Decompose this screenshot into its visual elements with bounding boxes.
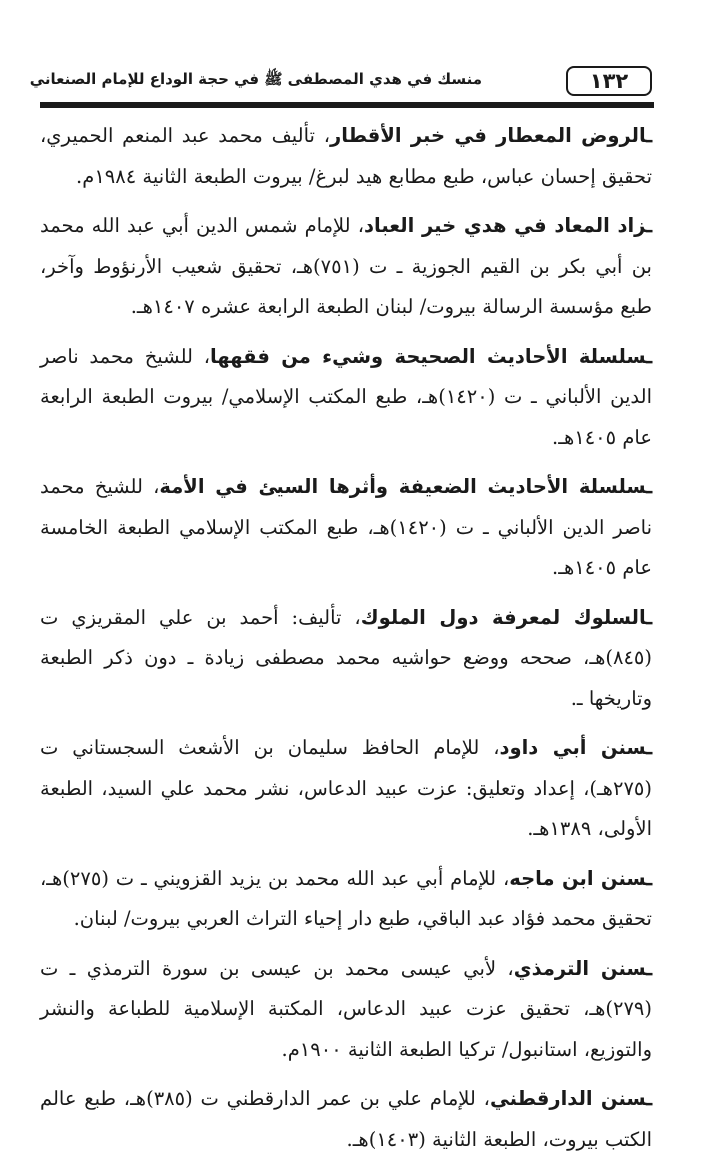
entry-text: ، للشيخ محمد ناصر الدين الألباني ـ ت (١٤٢٠)هـ، طبع المكتب الإسلامي الطبعة الخامسة عام ١٤٠٥هـ. (40, 475, 652, 579)
entry-title: سنن الترمذي (513, 956, 647, 980)
list-item: ـسنن أبي داود، للإمام الحافظ سليمان بن الأشعث السجستاني ت (٢٧٥هـ)، إعداد وتعليق: عزت عبيد الدعاس، نشر محمد علي السيد، الطبعة الأولى، ١٣٨٩هـ. (40, 736, 652, 840)
list-item: ـسلسلة الأحاديث الضعيفة وأثرها السيئ في الأمة، للشيخ محمد ناصر الدين الألباني ـ ت (١٤٢٠)هـ، طبع المكتب الإسلامي الطبعة الخامسة عام ١٤٠٥هـ. (40, 475, 652, 579)
page-header (29, 66, 652, 100)
list-item: ـسنن الترمذي، لأبي عيسى محمد بن عيسى بن سورة الترمذي ـ ت (٢٧٩)هـ، تحقيق عزت عبيد الدعاس، المكتبة الإسلامية للطباعة والنشر والتوزيع، استانبول/ تركيا الطبعة الثانية ١٩٠٠م. (40, 956, 652, 1061)
entry-title: السلوك لمعرفة دول الملوك (360, 605, 647, 629)
entry-text: ، لأبي عيسى محمد بن عيسى بن سورة الترمذي ـ ت (٢٧٩)هـ، تحقيق عزت عبيد الدعاس، المكتبة الإسلامية للطباعة والنشر والتوزيع، استانبول/ تركيا الطبعة الثانية ١٩٠٠م. (40, 956, 652, 1061)
entry-title: سنن الدارقطني (489, 1087, 647, 1110)
entry-title: الروض المعطار في خبر الأقطار (330, 124, 647, 147)
entry-text: ، للإمام شمس الدين أبي عبد الله محمد بن أبي بكر بن القيم الجوزية ـ ت (٧٥١)هـ، تحقيق شعيب الأرنؤوط وآخر، طبع مؤسسة الرسالة بيروت/ لبنان الطبعة الرابعة عشره ١٤٠٧هـ. (40, 214, 652, 318)
list-item: ـالروض المعطار في خبر الأقطار، تأليف محمد عبد المنعم الحميري، تحقيق إحسان عباس، طبع مطابع هيد لبرغ/ بيروت الطبعة الثانية ١٩٨٤م. (40, 124, 652, 188)
header-rule (40, 102, 654, 108)
list-item: ـسلسلة الأحاديث الصحيحة وشيء من فقهها، للشيخ محمد ناصر الدين الألباني ـ ت (١٤٢٠)هـ، طبع المكتب الإسلامي/ بيروت الطبعة الرابعة عام ١٤٠٥هـ. (40, 344, 653, 449)
entry-text: ، تأليف محمد عبد المنعم الحميري، تحقيق إحسان عباس، طبع مطابع هيد لبرغ/ بيروت الطبعة الثانية ١٩٨٤م. (40, 124, 652, 188)
entry-text: ، للإمام علي بن عمر الدارقطني ت (٣٨٥)هـ، طبع عالم الكتب بيروت، الطبعة الثانية (١٤٠٣)هـ. (40, 1087, 652, 1151)
running-title: منسك في هدي المصطفى ﷺ في حجة الوداع للإمام الصنعاني (29, 70, 482, 88)
entry-title: سلسلة الأحاديث الضعيفة وأثرها السيئ في الأمة (159, 475, 647, 498)
entry-text: ، للإمام أبي عبد الله محمد بن يزيد القزويني ـ ت (٢٧٥)هـ، تحقيق محمد فؤاد عبد الباقي، طبع دار إحياء التراث العربي بيروت/ لبنان. (40, 866, 652, 930)
page-number: ١٣٢ (566, 66, 652, 96)
entry-title: سلسلة الأحاديث الصحيحة وشيء من فقهها (210, 344, 647, 368)
list-item: ـزاد المعاد في هدي خير العباد، للإمام شمس الدين أبي عبد الله محمد بن أبي بكر بن القيم الجوزية ـ ت (٧٥١)هـ، تحقيق شعيب الأرنؤوط وآخر، طبع مؤسسة الرسالة بيروت/ لبنان الطبعة الرابعة عشره ١٤٠٧هـ. (40, 214, 652, 318)
entry-text: ، للشيخ محمد ناصر الدين الألباني ـ ت (١٤٢٠)هـ، طبع المكتب الإسلامي/ بيروت الطبعة الرابعة عام ١٤٠٥هـ. (40, 344, 653, 449)
entry-title: سنن ابن ماجه (509, 866, 647, 890)
list-item: ـسنن الدارقطني، للإمام علي بن عمر الدارقطني ت (٣٨٥)هـ، طبع عالم الكتب بيروت، الطبعة الثانية (١٤٠٣)هـ. (40, 1087, 652, 1151)
entry-text: ، للإمام الحافظ سليمان بن الأشعث السجستاني ت (٢٧٥هـ)، إعداد وتعليق: عزت عبيد الدعاس، نشر محمد علي السيد، الطبعة الأولى، ١٣٨٩هـ. (40, 736, 652, 840)
entry-text: ، تأليف: أحمد بن علي المقريزي ت (٨٤٥)هـ، صححه ووضع حواشيه محمد مصطفى زيادة ـ دون ذكر الطبعة وتاريخها ـ. (40, 605, 652, 710)
entry-title: سنن أبي داود (499, 736, 647, 759)
bibliography-list (40, 116, 652, 1169)
list-item: ـالسلوك لمعرفة دول الملوك، تأليف: أحمد بن علي المقريزي ت (٨٤٥)هـ، صححه ووضع حواشيه محمد مصطفى زيادة ـ دون ذكر الطبعة وتاريخها ـ. (40, 605, 652, 710)
list-item: ـسنن ابن ماجه، للإمام أبي عبد الله محمد بن يزيد القزويني ـ ت (٢٧٥)هـ، تحقيق محمد فؤاد عبد الباقي، طبع دار إحياء التراث العربي بيروت/ لبنان. (40, 866, 652, 930)
entry-title: زاد المعاد في هدي خير العباد (364, 214, 647, 237)
